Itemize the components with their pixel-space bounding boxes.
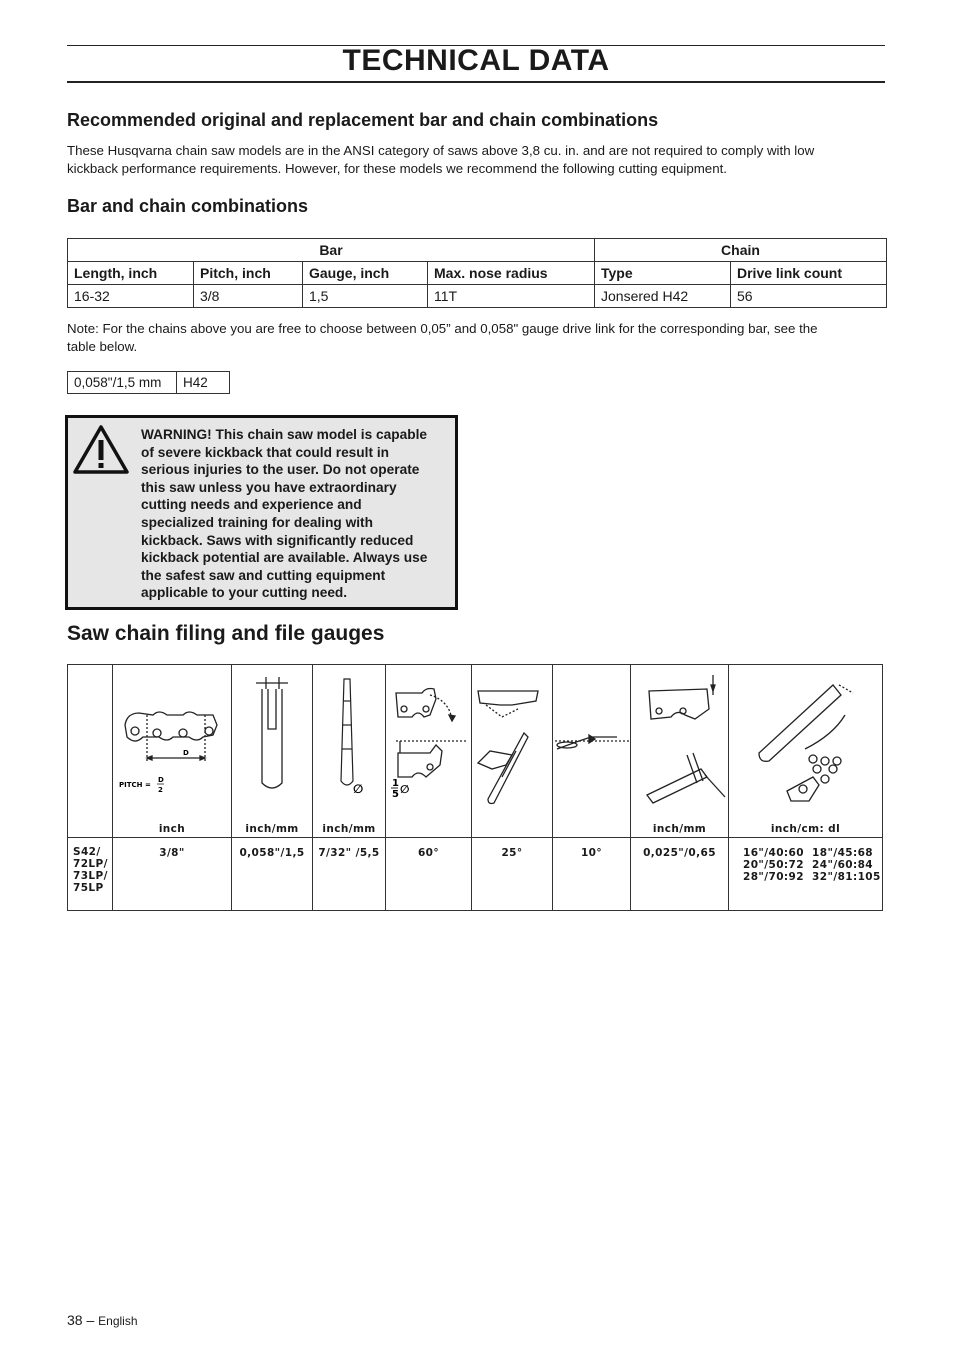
table-row (68, 838, 883, 911)
model-name: 75LP (73, 882, 104, 894)
pitch-value: 3/8" (113, 838, 232, 911)
warning-line: the safest saw and cutting equipment (141, 567, 386, 583)
table-header: Max. nose radius (428, 262, 595, 285)
table-cell: 1,5 (303, 285, 428, 308)
bar-chain-table (67, 238, 887, 308)
illustration-cell-empty (68, 665, 113, 838)
note-line-1: Note: For the chains above you are free to choose between 0,05” and 0,058" gauge drive link for the corresponding bar, see the (67, 321, 818, 336)
model-list (68, 838, 113, 911)
table-cell: 0,058"/1,5 mm (68, 372, 177, 394)
table-header: Type (595, 262, 731, 285)
d-label: D (183, 749, 189, 757)
warning-text (141, 426, 449, 602)
table-row (68, 372, 230, 394)
table-cell: 16-32 (68, 285, 194, 308)
note-line-2: table below. (67, 339, 138, 354)
table-row (68, 285, 887, 308)
model-name: 72LP/ (73, 858, 108, 870)
warning-box (65, 415, 458, 610)
intro-line-2: kickback performance requirements. However, for these models we recommend the following cutting equipment. (67, 161, 727, 176)
tooth-angle-illustration-cell (472, 665, 553, 838)
bar-chain-illustration-cell (729, 665, 883, 838)
file-tilt-icon (553, 665, 630, 815)
holder-angle-value: 25° (472, 838, 553, 911)
pitch-denominator: 2 (158, 786, 163, 794)
table-header: Gauge, inch (303, 262, 428, 285)
table-group-chain: Chain (595, 239, 887, 262)
gauge-note (67, 320, 885, 356)
model-name: 73LP/ (73, 870, 108, 882)
filing-angle-value: 60° (386, 838, 472, 911)
intro-line-1: These Husqvarna chain saw models are in the ANSI category of saws above 3,8 cu. in. and are not required to comply with low (67, 143, 815, 158)
warning-line: of severe kickback that could result in (141, 444, 389, 460)
round-file-icon (313, 665, 385, 815)
depth-gauge-illustration-cell (631, 665, 729, 838)
file-illustration-cell (313, 665, 386, 838)
page-number: 38 – (67, 1312, 95, 1328)
warning-triangle-icon (72, 424, 130, 476)
gauge-illustration-cell (232, 665, 313, 838)
depth-gauge-value: 0,025"/0,65 (631, 838, 729, 911)
drive-link-line: 28"/70:92 32"/81:105 (743, 871, 881, 883)
diameter-symbol-small: ∅ (400, 783, 410, 796)
page-title: TECHNICAL DATA (342, 44, 610, 77)
table-cell: H42 (177, 372, 230, 394)
drive-link-gauge-table (67, 371, 230, 394)
table-header: Drive link count (731, 262, 887, 285)
table-cell: 3/8 (194, 285, 303, 308)
warning-line: WARNING! This chain saw model is capable (141, 427, 427, 442)
unit-label: inch/cm: dl (770, 823, 841, 835)
fraction-denominator: 5 (392, 789, 399, 800)
title-rule-bottom (67, 81, 885, 83)
section-heading-recommended: Recommended original and replacement bar and chain combinations (67, 110, 659, 130)
file-angle-illustration-cell (553, 665, 631, 838)
table-cell: Jonsered H42 (595, 285, 731, 308)
chain-pitch-icon (113, 665, 231, 815)
section-heading-filing: Saw chain filing and file gauges (67, 622, 385, 645)
table-cell: 11T (428, 285, 595, 308)
table-header: Length, inch (68, 262, 194, 285)
file-diameter-value: 7/32" /5,5 (313, 838, 386, 911)
warning-line: specialized training for dealing with (141, 514, 373, 530)
file-tilt-value: 10° (553, 838, 631, 911)
intro-paragraph (67, 142, 885, 178)
pitch-illustration-cell (113, 665, 232, 838)
fraction-numerator: 1 (392, 778, 399, 789)
unit-label: inch/mm (322, 823, 376, 835)
drive-link-line: 20"/50:72 24"/60:84 (743, 859, 873, 871)
warning-line: applicable to your cutting need. (141, 585, 348, 601)
footer-language: English (98, 1314, 138, 1328)
unit-label: inch (158, 823, 186, 835)
guide-bar-chain-icon (729, 665, 882, 815)
filing-angle-icon (386, 665, 471, 815)
diameter-symbol: ∅ (353, 782, 364, 796)
unit-label: inch/mm (245, 823, 299, 835)
drive-link-gauge-icon (232, 665, 312, 815)
table-header: Pitch, inch (194, 262, 303, 285)
drive-link-values (729, 838, 883, 911)
warning-line: kickback. Saws with significantly reduced (141, 532, 414, 548)
table-cell: 56 (731, 285, 887, 308)
warning-line: serious injuries to the user. Do not operate (141, 462, 420, 478)
warning-line: cutting needs and experience and (141, 497, 362, 513)
page-footer (67, 1312, 138, 1328)
file-holder-icon (472, 665, 552, 815)
warning-line: this saw unless you have extraordinary (141, 479, 397, 495)
pitch-numerator: D (158, 776, 164, 784)
warning-line: kickback potential are available. Always use (141, 550, 428, 566)
filing-gauge-table (67, 664, 883, 911)
table-group-bar: Bar (68, 239, 595, 262)
drive-link-line: 16"/40:60 18"/45:68 (743, 847, 873, 859)
section-heading-bar-chain: Bar and chain combinations (67, 196, 309, 216)
depth-gauge-icon (631, 665, 728, 815)
gauge-value: 0,058"/1,5 (232, 838, 313, 911)
pitch-label: PITCH = (119, 781, 151, 789)
model-name: S42/ (73, 846, 101, 858)
unit-label: inch/mm (652, 823, 707, 835)
angle-illustration-cell (386, 665, 472, 838)
